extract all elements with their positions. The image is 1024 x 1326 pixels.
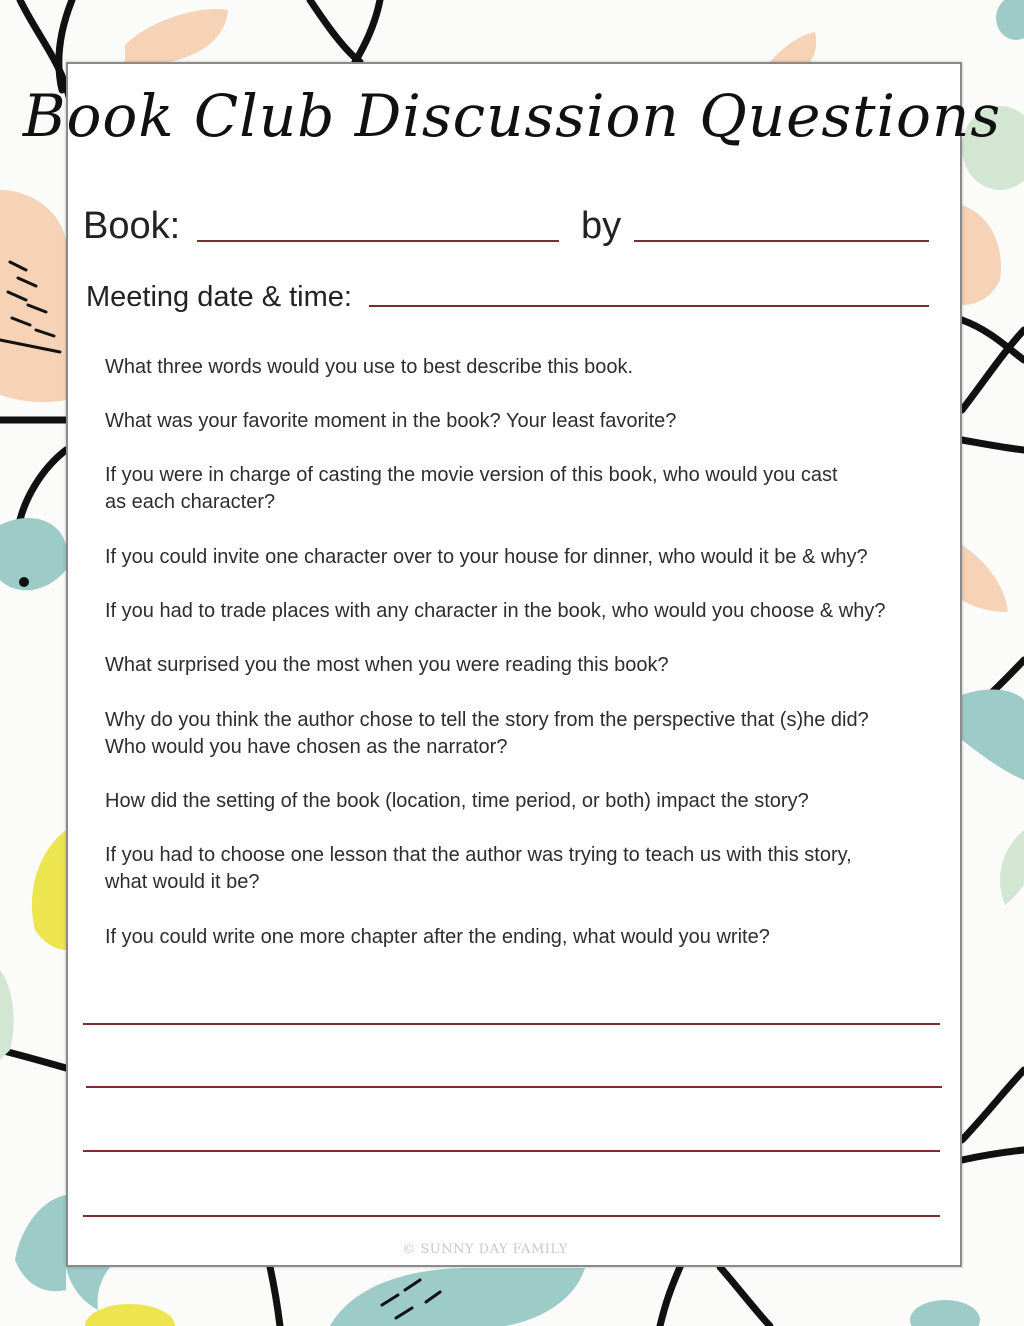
question-6: What surprised you the most when you were reading this book?: [105, 654, 669, 676]
notes-line-2[interactable]: [86, 1086, 942, 1088]
copyright-footer: © SUNNY DAY FAMILY: [402, 1242, 568, 1257]
question-10: If you could write one more chapter after the ending, what would you write?: [105, 926, 770, 948]
book-label: Book:: [83, 205, 181, 247]
meeting-label: Meeting date & time:: [86, 281, 352, 313]
question-1: What three words would you use to best describe this book.: [105, 356, 634, 378]
notes-line-3[interactable]: [83, 1150, 940, 1152]
author-line[interactable]: [634, 240, 929, 242]
page-title: Book Club Discussion Questions: [22, 82, 1002, 150]
by-label: by: [581, 205, 622, 247]
question-9: If you had to choose one lesson that the author was trying to teach us with this story, what would it be?: [105, 844, 852, 893]
question-8: How did the setting of the book (location, time period, or both) impact the story?: [105, 790, 809, 812]
notes-line-4[interactable]: [83, 1215, 940, 1217]
book-title-line[interactable]: [197, 240, 559, 242]
question-2: What was your favorite moment in the book? Your least favorite?: [105, 410, 677, 432]
meeting-date-line[interactable]: [369, 305, 929, 307]
question-5: If you had to trade places with any character in the book, who would you choose & why?: [105, 600, 886, 622]
question-3: If you were in charge of casting the movie version of this book, who would you cast as each character?: [105, 464, 838, 513]
question-7: Why do you think the author chose to tell the story from the perspective that (s)he did? Who would you have chosen as the narrator?: [105, 709, 869, 758]
notes-line-1[interactable]: [83, 1023, 940, 1025]
question-4: If you could invite one character over to your house for dinner, who would it be & why?: [105, 546, 868, 568]
